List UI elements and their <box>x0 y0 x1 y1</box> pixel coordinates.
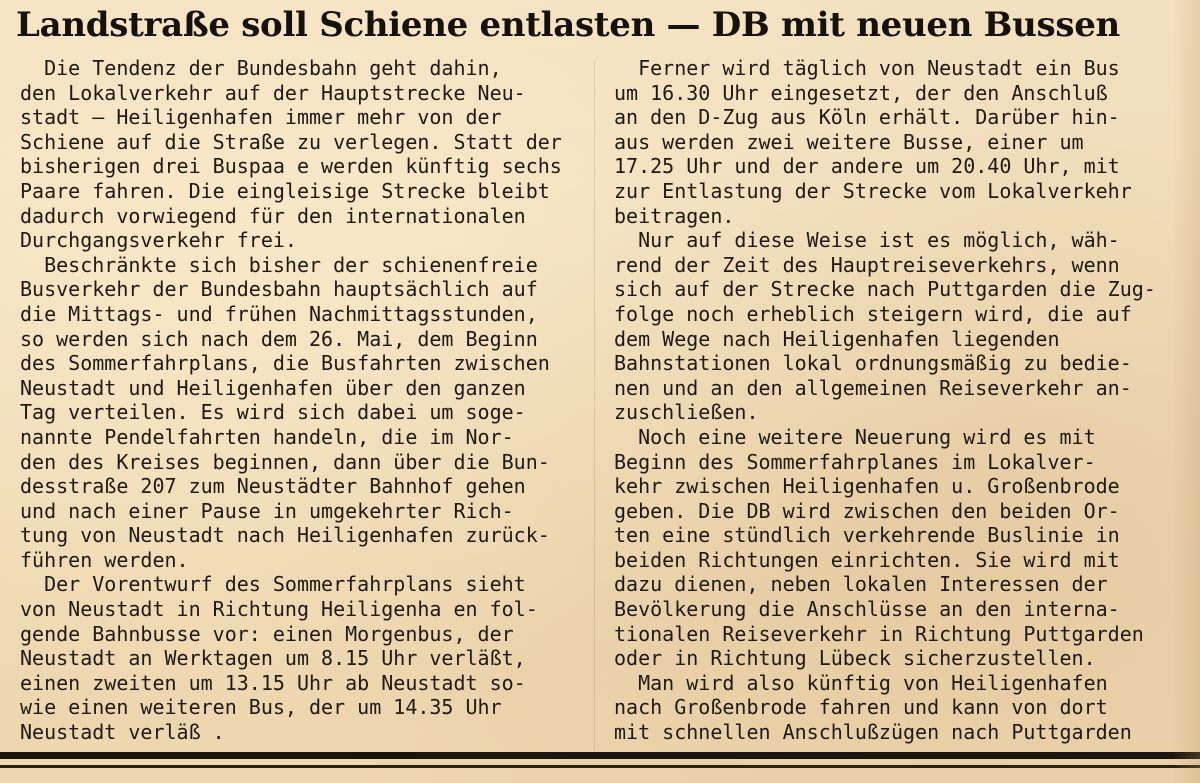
text-line: und nach einer Pause in umgekehrter Rich- <box>20 498 514 523</box>
text-line: mit schnellen Anschlußzügen nach Puttgarden <box>614 720 1132 745</box>
text-line: aus werden zwei weitere Busse, einer um <box>614 129 1084 154</box>
text-line: gende Bahnbusse vor: einen Morgenbus, der <box>20 621 514 646</box>
text-line: beitragen. <box>614 203 735 228</box>
text-line: Beginn des Sommerfahrplanes im Lokalver- <box>614 449 1096 474</box>
text-line: einen zweiten um 13.15 Uhr ab Neustadt so- <box>20 670 526 695</box>
text-line: Schiene auf die Straße zu verlegen. Statt der <box>20 129 562 154</box>
text-line: Neustadt und Heiligenhafen über den ganzen <box>20 375 526 400</box>
text-line: Die Tendenz der Bundesbahn geht dahin, <box>20 56 502 80</box>
article-column-left <box>20 56 572 748</box>
text-line: Neustadt verläß . <box>20 720 225 745</box>
text-line: sich auf der Strecke nach Puttgarden die Zug- <box>614 277 1156 302</box>
text-line: dem Wege nach Heiligenhafen liegenden <box>614 326 1060 351</box>
text-line: nen und an den allgemeinen Reiseverkehr an- <box>614 375 1132 400</box>
text-line: Paare fahren. Die eingleisige Strecke bleibt <box>20 178 550 203</box>
text-line: geben. Die DB wird zwischen den beiden Or- <box>614 498 1120 523</box>
text-line: den Lokalverkehr auf der Hauptstrecke Neu- <box>20 80 526 105</box>
paragraph <box>20 56 572 253</box>
text-line: Nur auf diese Weise ist es möglich, wäh- <box>614 228 1120 253</box>
text-line: Der Vorentwurf des Sommerfahrplans sieht <box>20 572 526 597</box>
text-line: 17.25 Uhr und der andere um 20.40 Uhr, mit <box>614 154 1120 179</box>
text-line: nannte Pendelfahrten handeln, die im Nor- <box>20 424 514 449</box>
paper-edge-shading <box>1172 0 1200 783</box>
text-line: so werden sich nach dem 26. Mai, dem Beginn <box>20 326 538 351</box>
paragraph <box>614 228 1166 425</box>
paragraph <box>20 572 572 744</box>
text-line: zur Entlastung der Strecke vom Lokalverkehr <box>614 178 1132 203</box>
text-line: kehr zwischen Heiligenhafen u. Großenbrode <box>614 474 1120 499</box>
text-line: dazu dienen, neben lokalen Interessen der <box>614 572 1108 597</box>
text-line: tung von Neustadt nach Heiligenhafen zurück- <box>20 523 550 548</box>
text-line: um 16.30 Uhr eingesetzt, der den Anschluß <box>614 80 1108 105</box>
article-column-right <box>614 56 1166 748</box>
paragraph <box>614 56 1166 228</box>
paragraph <box>614 425 1166 671</box>
text-line: nach Großenbrode fahren und kann von dort <box>614 695 1108 720</box>
column-divider <box>594 60 595 750</box>
text-line: führen werden. <box>20 547 189 572</box>
bottom-border-rule <box>0 752 1200 759</box>
text-line: oder in Richtung Lübeck sicherzustellen. <box>614 646 1096 671</box>
text-line: rend der Zeit des Hauptreiseverkehrs, wenn <box>614 252 1120 277</box>
text-line: ten eine stündlich verkehrende Buslinie in <box>614 523 1120 548</box>
text-line: wie einen weiteren Bus, der um 14.35 Uhr <box>20 695 502 720</box>
text-line: Bevölkerung die Anschlüsse an den interna- <box>614 597 1120 622</box>
text-line: an den D-Zug aus Köln erhält. Darüber hin- <box>614 105 1120 130</box>
text-line: den des Kreises beginnen, dann über die Bun- <box>20 449 550 474</box>
text-line: Bahnstationen lokal ordnungsmäßig zu bedie- <box>614 351 1132 376</box>
text-line: die Mittags- und frühen Nachmittagsstunden, <box>20 301 538 326</box>
text-line: Durchgangsverkehr frei. <box>20 228 297 253</box>
text-line: desstraße 207 zum Neustädter Bahnhof gehen <box>20 474 526 499</box>
text-line: Busverkehr der Bundesbahn hauptsächlich auf <box>20 277 538 302</box>
bottom-border-rule-thin <box>0 765 1200 768</box>
text-line: Beschränkte sich bisher der schienenfreie <box>20 252 538 277</box>
paragraph <box>614 671 1166 745</box>
headline: Landstraße soll Schiene entlasten — DB mit neuen Bussen <box>16 5 1120 45</box>
text-line: Man wird also künftig von Heiligenhafen <box>614 670 1108 695</box>
text-line: tionalen Reiseverkehr in Richtung Puttgarden <box>614 621 1144 646</box>
text-line: Neustadt an Werktagen um 8.15 Uhr verläßt, <box>20 646 526 671</box>
text-line: folge noch erheblich steigern wird, die auf <box>614 301 1132 326</box>
text-line: von Neustadt in Richtung Heiligenha en fol- <box>20 597 538 622</box>
text-line: Tag verteilen. Es wird sich dabei um soge- <box>20 400 526 425</box>
text-line: beiden Richtungen einrichten. Sie wird mit <box>614 547 1120 572</box>
text-line: des Sommerfahrplans, die Busfahrten zwischen <box>20 351 550 376</box>
text-line: dadurch vorwiegend für den internationalen <box>20 203 526 228</box>
text-line: stadt — Heiligenhafen immer mehr von der <box>20 105 502 130</box>
text-line: Ferner wird täglich von Neustadt ein Bus <box>614 56 1120 80</box>
text-line: Noch eine weitere Neuerung wird es mit <box>614 424 1096 449</box>
paragraph <box>20 253 572 573</box>
text-line: bisherigen drei Buspaa e werden künftig sechs <box>20 154 562 179</box>
text-line: zuschließen. <box>614 400 759 425</box>
